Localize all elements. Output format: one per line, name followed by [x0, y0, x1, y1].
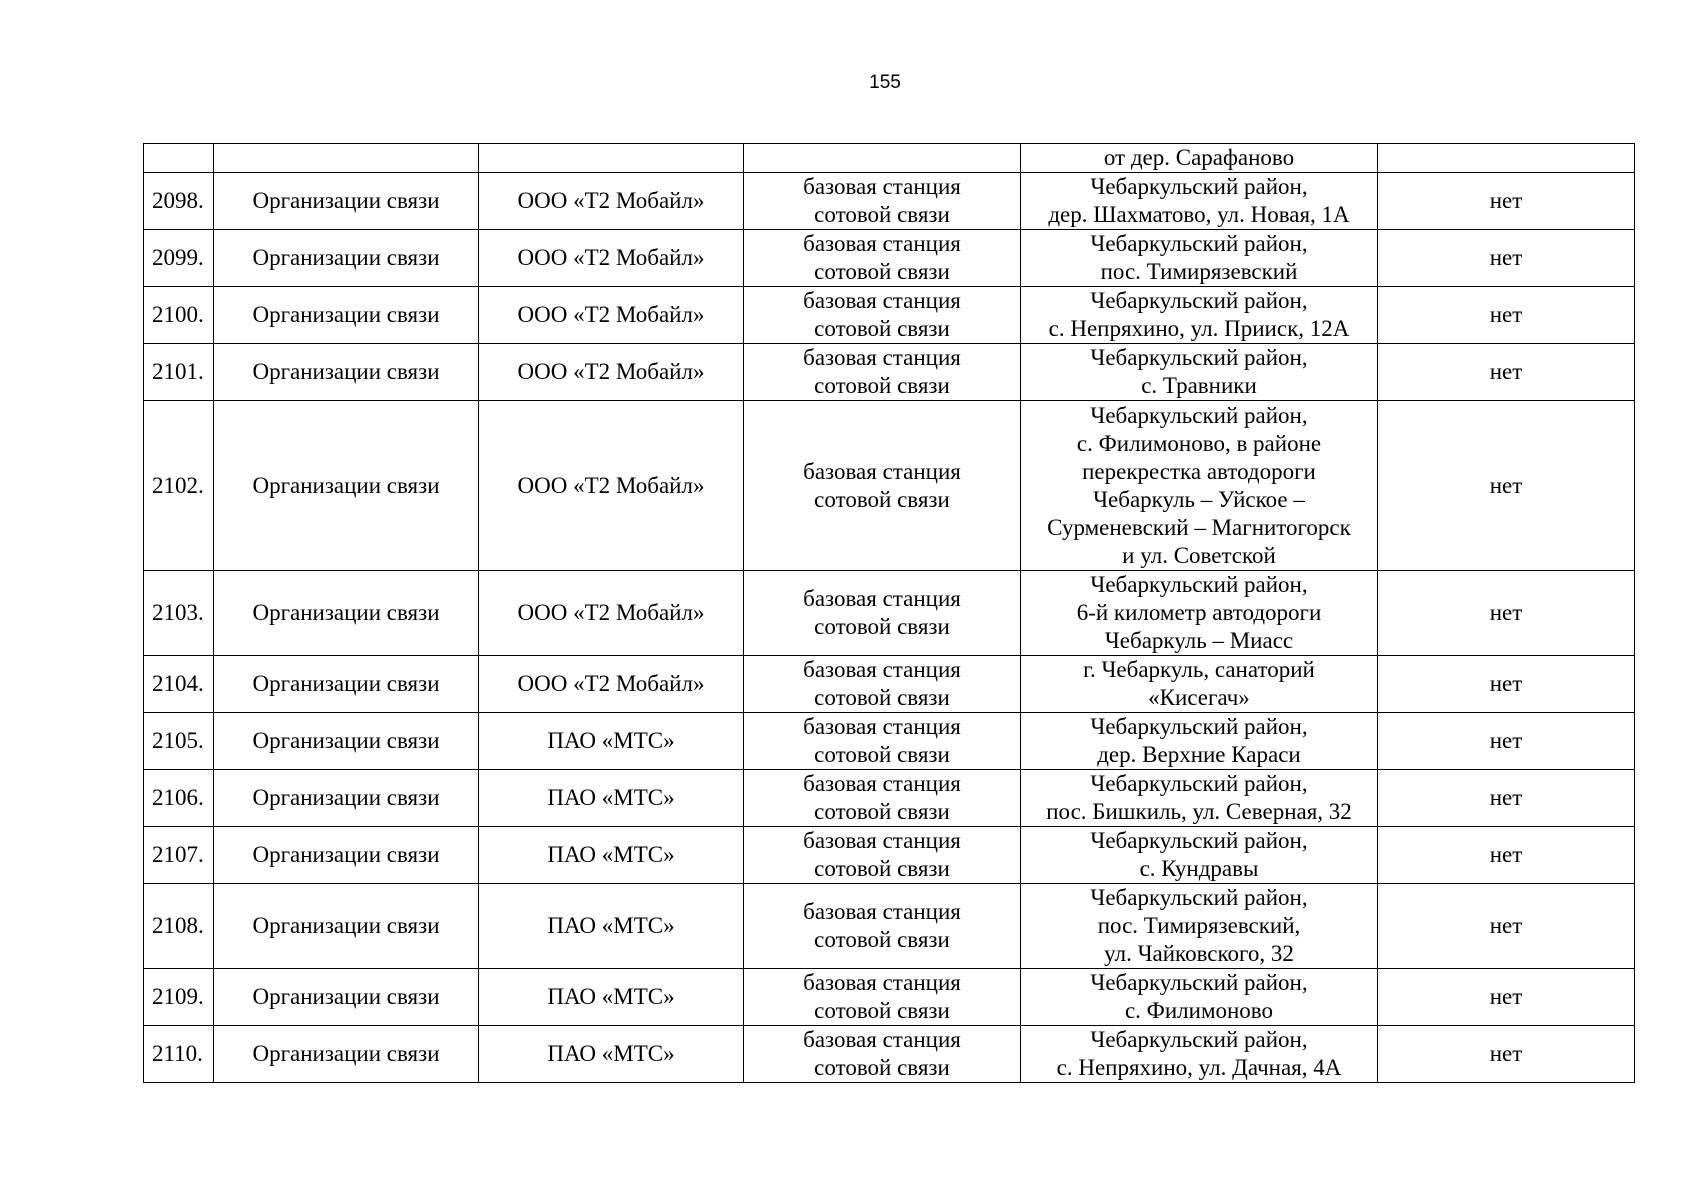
cell-object: базовая станция сотовой связи: [744, 827, 1021, 884]
cell-address: Чебаркульский район, с. Непряхино, ул. Дачная, 4А: [1021, 1026, 1378, 1083]
cell-address: от дер. Сарафаново: [1021, 144, 1378, 173]
cell-object: базовая станция сотовой связи: [744, 173, 1021, 230]
cell-address: г. Чебаркуль, санаторий «Кисегач»: [1021, 656, 1378, 713]
cell-organization: ООО «Т2 Мобайл»: [479, 401, 744, 571]
cell-category: Организации связи: [214, 713, 479, 770]
cell-note: нет: [1378, 401, 1635, 571]
cell-note: нет: [1378, 173, 1635, 230]
cell-organization: ПАО «МТС»: [479, 1026, 744, 1083]
cell-number: 2104.: [144, 656, 214, 713]
cell-organization: ПАО «МТС»: [479, 770, 744, 827]
cell-number: 2107.: [144, 827, 214, 884]
cell-address: Чебаркульский район, дер. Шахматово, ул. Новая, 1А: [1021, 173, 1378, 230]
cell-organization: ПАО «МТС»: [479, 713, 744, 770]
cell-category: Организации связи: [214, 571, 479, 656]
cell-object: базовая станция сотовой связи: [744, 401, 1021, 571]
table-row: [144, 656, 1635, 713]
cell-object: базовая станция сотовой связи: [744, 287, 1021, 344]
cell-organization: ПАО «МТС»: [479, 969, 744, 1026]
cell-number: 2099.: [144, 230, 214, 287]
cell-category: Организации связи: [214, 287, 479, 344]
cell-object: базовая станция сотовой связи: [744, 969, 1021, 1026]
cell-organization: [479, 144, 744, 173]
cell-note: нет: [1378, 884, 1635, 969]
table-row: [144, 571, 1635, 656]
cell-object: базовая станция сотовой связи: [744, 884, 1021, 969]
cell-category: Организации связи: [214, 401, 479, 571]
cell-address: Чебаркульский район, с. Кундравы: [1021, 827, 1378, 884]
cell-address: Чебаркульский район, пос. Тимирязевский: [1021, 230, 1378, 287]
registry-table: [143, 143, 1635, 1083]
cell-category: Организации связи: [214, 969, 479, 1026]
cell-organization: ООО «Т2 Мобайл»: [479, 344, 744, 401]
cell-address: Чебаркульский район, пос. Бишкиль, ул. Северная, 32: [1021, 770, 1378, 827]
cell-number: 2098.: [144, 173, 214, 230]
cell-address: Чебаркульский район, 6-й километр автодороги Чебаркуль – Миасс: [1021, 571, 1378, 656]
cell-address: Чебаркульский район, дер. Верхние Караси: [1021, 713, 1378, 770]
table-row: [144, 344, 1635, 401]
cell-address: Чебаркульский район, с. Филимоново, в районе перекрестка автодороги Чебаркуль – Уйское – Сурменевский – Магнитогорск и ул. Советской: [1021, 401, 1378, 571]
cell-organization: ООО «Т2 Мобайл»: [479, 173, 744, 230]
cell-organization: ООО «Т2 Мобайл»: [479, 656, 744, 713]
cell-organization: ПАО «МТС»: [479, 884, 744, 969]
cell-number: 2110.: [144, 1026, 214, 1083]
cell-object: базовая станция сотовой связи: [744, 656, 1021, 713]
cell-note: нет: [1378, 713, 1635, 770]
table-row: [144, 144, 1635, 173]
cell-number: 2102.: [144, 401, 214, 571]
table-row: [144, 770, 1635, 827]
cell-category: Организации связи: [214, 230, 479, 287]
table-row: [144, 1026, 1635, 1083]
cell-category: [214, 144, 479, 173]
cell-number: 2108.: [144, 884, 214, 969]
cell-object: базовая станция сотовой связи: [744, 713, 1021, 770]
cell-object: базовая станция сотовой связи: [744, 770, 1021, 827]
cell-note: нет: [1378, 1026, 1635, 1083]
table-row: [144, 884, 1635, 969]
cell-category: Организации связи: [214, 884, 479, 969]
cell-object: [744, 144, 1021, 173]
cell-note: нет: [1378, 770, 1635, 827]
cell-note: нет: [1378, 656, 1635, 713]
cell-note: нет: [1378, 969, 1635, 1026]
cell-note: нет: [1378, 571, 1635, 656]
table-row: [144, 287, 1635, 344]
cell-number: 2103.: [144, 571, 214, 656]
cell-number: 2101.: [144, 344, 214, 401]
cell-object: базовая станция сотовой связи: [744, 571, 1021, 656]
cell-number: 2100.: [144, 287, 214, 344]
cell-category: Организации связи: [214, 1026, 479, 1083]
cell-category: Организации связи: [214, 173, 479, 230]
cell-organization: ООО «Т2 Мобайл»: [479, 287, 744, 344]
cell-category: Организации связи: [214, 770, 479, 827]
cell-address: Чебаркульский район, пос. Тимирязевский, ул. Чайковского, 32: [1021, 884, 1378, 969]
cell-number: 2106.: [144, 770, 214, 827]
cell-category: Организации связи: [214, 827, 479, 884]
table-row: [144, 827, 1635, 884]
table-row: [144, 230, 1635, 287]
table-row: [144, 969, 1635, 1026]
cell-organization: ООО «Т2 Мобайл»: [479, 230, 744, 287]
cell-note: нет: [1378, 827, 1635, 884]
cell-object: базовая станция сотовой связи: [744, 344, 1021, 401]
cell-organization: ПАО «МТС»: [479, 827, 744, 884]
cell-address: Чебаркульский район, с. Непряхино, ул. Прииск, 12А: [1021, 287, 1378, 344]
cell-address: Чебаркульский район, с. Травники: [1021, 344, 1378, 401]
cell-number: 2105.: [144, 713, 214, 770]
cell-category: Организации связи: [214, 656, 479, 713]
cell-object: базовая станция сотовой связи: [744, 1026, 1021, 1083]
cell-organization: ООО «Т2 Мобайл»: [479, 571, 744, 656]
cell-note: нет: [1378, 287, 1635, 344]
cell-number: 2109.: [144, 969, 214, 1026]
cell-category: Организации связи: [214, 344, 479, 401]
cell-address: Чебаркульский район, с. Филимоново: [1021, 969, 1378, 1026]
cell-note: нет: [1378, 230, 1635, 287]
cell-note: нет: [1378, 344, 1635, 401]
table-row: [144, 173, 1635, 230]
cell-object: базовая станция сотовой связи: [744, 230, 1021, 287]
table-row: [144, 713, 1635, 770]
cell-note: [1378, 144, 1635, 173]
table-row: [144, 401, 1635, 571]
cell-number: [144, 144, 214, 173]
page-number: 155: [869, 72, 901, 93]
